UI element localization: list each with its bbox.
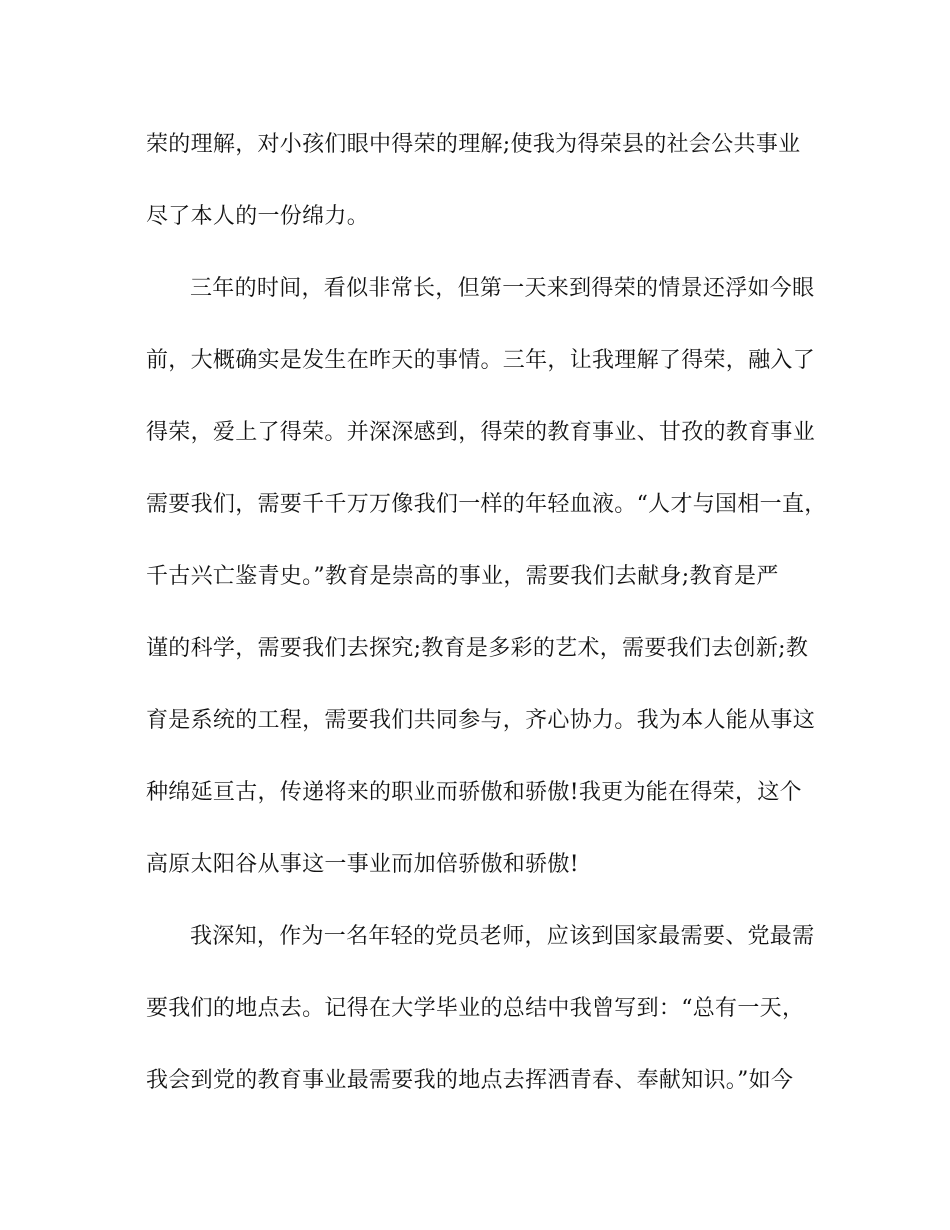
text-line: 育是系统的工程，需要我们共同参与，齐心协力。我为本人能从事这: [146, 708, 816, 733]
text-line: 千古兴亡鉴青史。”教育是崇高的事业，需要我们去献身;教育是严: [146, 564, 779, 589]
paragraph-start-line: 三年的时间，看似非常长，但第一天来到得荣的情景还浮如今眼: [190, 276, 815, 301]
text-line: 种绵延亘古，传递将来的职业而骄傲和骄傲!我更为能在得荣，这个: [146, 780, 802, 805]
paragraph-start-line: 我深知，作为一名年轻的党员老师，应该到国家最需要、党最需: [190, 924, 815, 949]
text-line: 高原太阳谷从事这一事业而加倍骄傲和骄傲!: [146, 852, 579, 877]
text-line: 需要我们，需要千千万万像我们一样的年轻血液。“人才与国相一直，: [146, 492, 827, 517]
text-line: 尽了本人的一份绵力。: [146, 204, 370, 229]
text-line: 前，大概确实是发生在昨天的事情。三年，让我理解了得荣，融入了: [146, 348, 816, 373]
text-line: 要我们的地点去。记得在大学毕业的总结中我曾写到：“总有一天，: [146, 996, 805, 1021]
text-line: 我会到党的教育事业最需要我的地点去挥洒青春、奉献知识。”如今: [146, 1068, 794, 1093]
text-line: 荣的理解，对小孩们眼中得荣的理解;使我为得荣县的社会公共事业: [146, 132, 801, 157]
text-line: 谨的科学，需要我们去探究;教育是多彩的艺术，需要我们去创新;教: [146, 636, 809, 661]
text-line: 得荣，爱上了得荣。并深深感到，得荣的教育事业、甘孜的教育事业: [146, 420, 816, 445]
